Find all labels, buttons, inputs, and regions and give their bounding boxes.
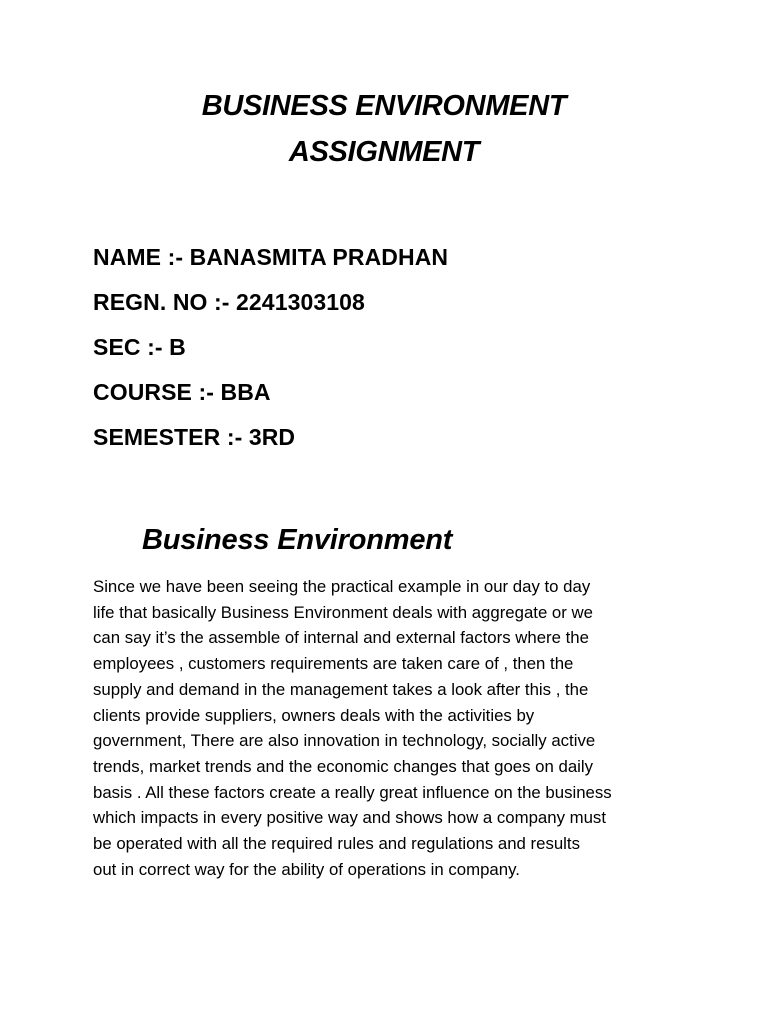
paragraph-line: clients provide suppliers, owners deals with the activities by [93,705,535,725]
paragraph-line: be operated with all the required rules and regulations and results [93,834,580,854]
section: SEC :- B [93,334,186,360]
section-heading: Business Environment [142,524,453,556]
document-title-line-1: BUSINESS ENVIRONMENT [201,90,567,122]
paragraph-line: basis . All these factors create a really great influence on the business [93,782,612,802]
paragraph-line: government, There are also innovation in technology, socially active [93,731,596,751]
registration-number: REGN. NO :- 2241303108 [93,289,365,315]
course: COURSE :- BBA [93,379,271,405]
paragraph-line: can say it’s the assemble of internal and external factors where the [93,628,589,648]
paragraph-line: out in correct way for the ability of operations in company. [93,859,520,879]
paragraph-line: employees , customers requirements are taken care of , then the [93,654,574,674]
document-title-line-2: ASSIGNMENT [288,136,480,168]
paragraph-line: Since we have been seeing the practical example in our day to day [93,577,591,596]
student-name: NAME :- BANASMITA PRADHAN [93,244,449,270]
paragraph-line: which impacts in every positive way and shows how a company must [93,808,606,828]
paragraph-line: life that basically Business Environment deals with aggregate or we [93,602,593,622]
paragraph-line: trends, market trends and the economic changes that goes on daily [93,756,594,776]
body-paragraph [93,574,693,882]
paragraph-line: supply and demand in the management takes a look after this , the [93,679,589,699]
semester: SEMESTER :- 3RD [93,424,296,450]
